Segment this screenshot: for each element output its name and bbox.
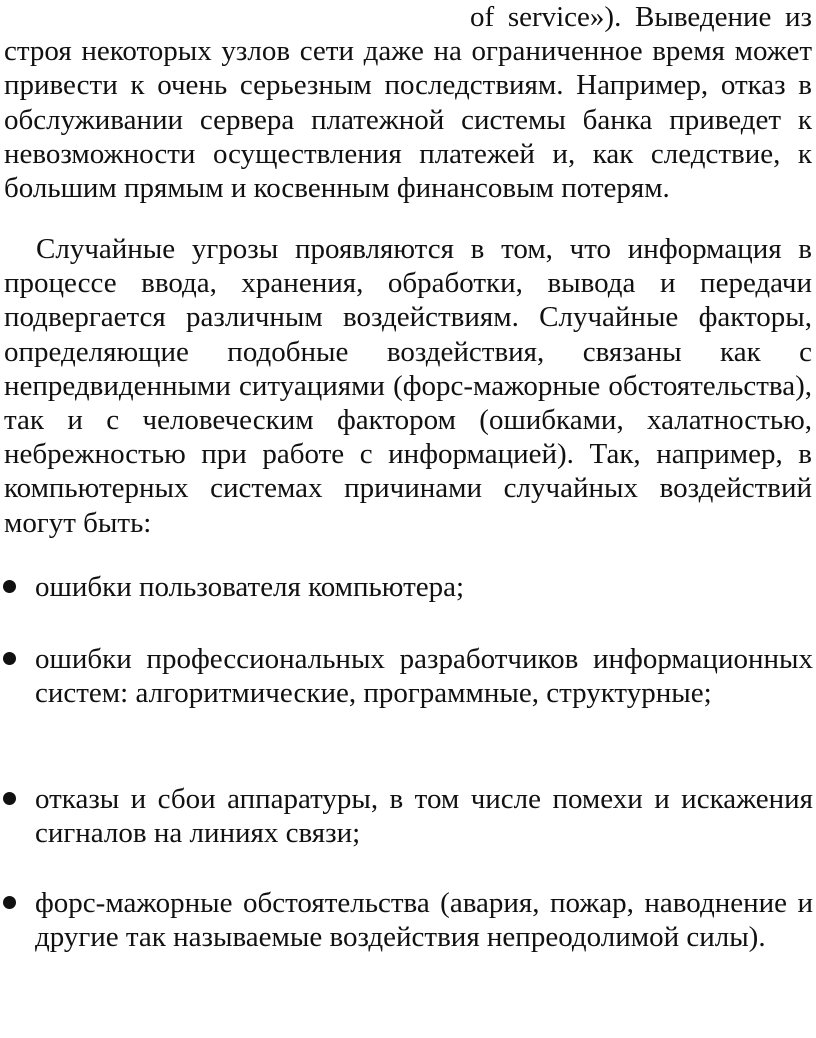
list-item-text: форс-мажорные обстоятельства (авария, пожар, наводнение и другие так называемые воздействия непреодолимой силы). [35, 887, 813, 954]
list-item-text: ошибки пользователя компьютера; [35, 571, 465, 603]
bullet-icon [3, 652, 16, 665]
paragraph-random-threats: Случайные угрозы проявляются в том, что информация в процессе ввода, хранения, обработки, вывода и передачи подвергается различным воздействиям. Случайные факторы, определяющие подобные воздействия, связаны как с непредвиденными ситуациями (форс-мажорные обстоятельства), так и с человеческим фактором (ошибками, халатностью, небрежностью при работе с информацией). Так, например, в компьютерных системах причинами случайных воздействий могут быть: [4, 233, 812, 539]
bullet-icon [3, 896, 16, 909]
bullet-icon [3, 580, 16, 593]
list-item-text: отказы и сбои аппаратуры, в том числе помехи и искажения сигналов на линиях связи; [35, 783, 813, 850]
bullet-icon [3, 792, 16, 805]
paragraph-continuation: of service»). Выведение из строя некоторых узлов сети даже на ограниченное время может привести к очень серьезным последствиям. Например, отказ в обслуживании сервера платежной системы банка приведет к невозможности осуществления платежей и, как следствие, к большим прямым и косвенным финансовым потерям. [4, 1, 812, 205]
list-item-text: ошибки профессиональных разработчиков информационных систем: алгоритмические, программные, структурные; [35, 643, 813, 710]
